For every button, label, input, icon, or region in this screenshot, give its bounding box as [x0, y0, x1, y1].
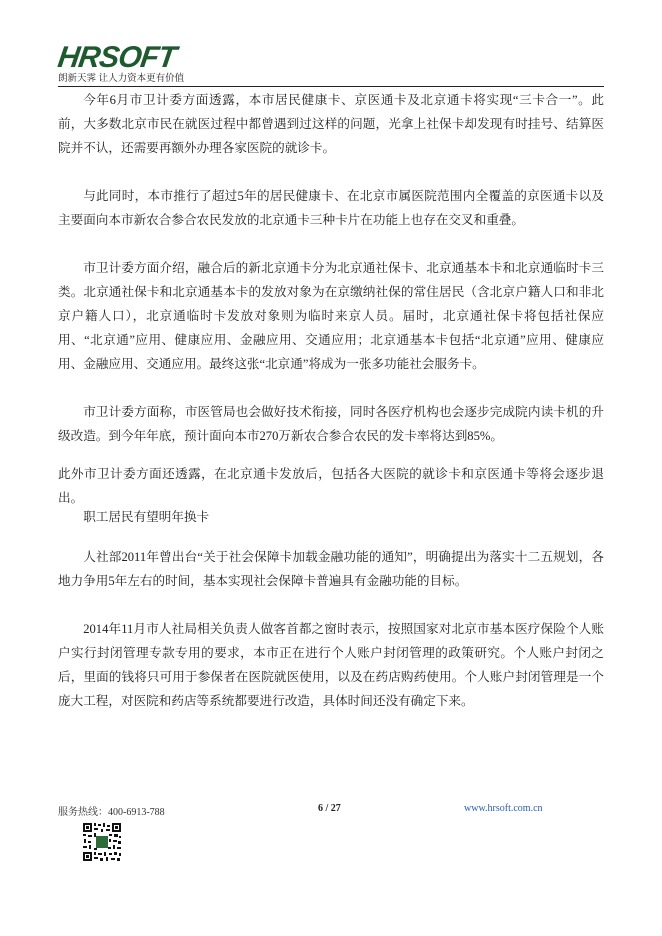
section-subheading: 职工居民有望明年换卡 — [83, 510, 210, 524]
header-divider — [58, 86, 604, 87]
paragraph-6: 人社部2011年曾出台“关于社会保障卡加载金融功能的通知”，明确提出为落实十二五规划，各地力争用5年左右的时间，基本实现社会保障卡普遍具有金融功能的目标。 — [58, 550, 604, 588]
paragraph-1: 今年6月市卫计委方面透露，本市居民健康卡、京医通卡及北京通卡将实现“三卡合一”。此前，大多数北京市民在就医过程中都曾遇到过这样的问题，光拿上社保卡却发现有时挂号、结算医院并不认，还需要再额外办理各家医院的就诊卡。 — [58, 93, 604, 155]
logo-wordmark: HRSOFT — [55, 41, 178, 74]
footer-hotline: 服务热线：400-6913-788 — [58, 807, 165, 818]
qr-code-icon — [82, 822, 122, 862]
paragraph-7: 2014年11月市人社局相关负责人做客首都之窗时表示，按照国家对北京市基本医疗保险个人账户实行封闭管理专款专用的要求，本市正在进行个人账户封闭管理的政策研究。个人账户封闭之后，里面的钱将只可用于参保者在医院就医使用，以及在药店购药使用。个人账户封闭管理是一个庞大工程，对医院和药店等系统都要进行改造，具体时间还没有确定下来。 — [58, 622, 604, 708]
paragraph-3: 市卫计委方面介绍，融合后的新北京通卡分为北京通社保卡、北京通基本卡和北京通临时卡三类。北京通社保卡和北京通基本卡的发放对象为在京缴纳社保的常住居民（含北京户籍人口和非北京户籍人口），北京通临时卡发放对象则为临时来京人员。届时，北京通社保卡将包括社保应用、“北京通”应用、健康应用、金融应用、交通应用；北京通基本卡包括“北京通”应用、健康应用、金融应用、交通应用。最终这张“北京通”将成为一张多功能社会服务卡。 — [58, 261, 604, 371]
paragraph-4: 市卫计委方面称，市医管局也会做好技术衔接，同时各医疗机构也会逐步完成院内读卡机的升级改造。到今年年底，预计面向本市270万新农合参合农民的发卡率将达到85%。 — [58, 405, 604, 443]
paragraph-5: 此外市卫计委方面还透露，在北京通卡发放后，包括各大医院的就诊卡和京医通卡等将会逐步退出。 — [58, 467, 604, 505]
paragraph-2: 与此同时，本市推行了超过5年的居民健康卡、在北京市属医院范围内全覆盖的京医通卡以及主要面向本市新农合参合农民发放的北京通卡三种卡片在功能上也存在交叉和重叠。 — [58, 189, 604, 227]
website-link[interactable]: www.hrsoft.com.cn — [464, 803, 543, 814]
page-number: 6 / 27 — [318, 803, 341, 814]
logo-tagline: 朗新天霁 让人力资本更有价值 — [58, 73, 185, 84]
company-logo — [55, 41, 198, 84]
